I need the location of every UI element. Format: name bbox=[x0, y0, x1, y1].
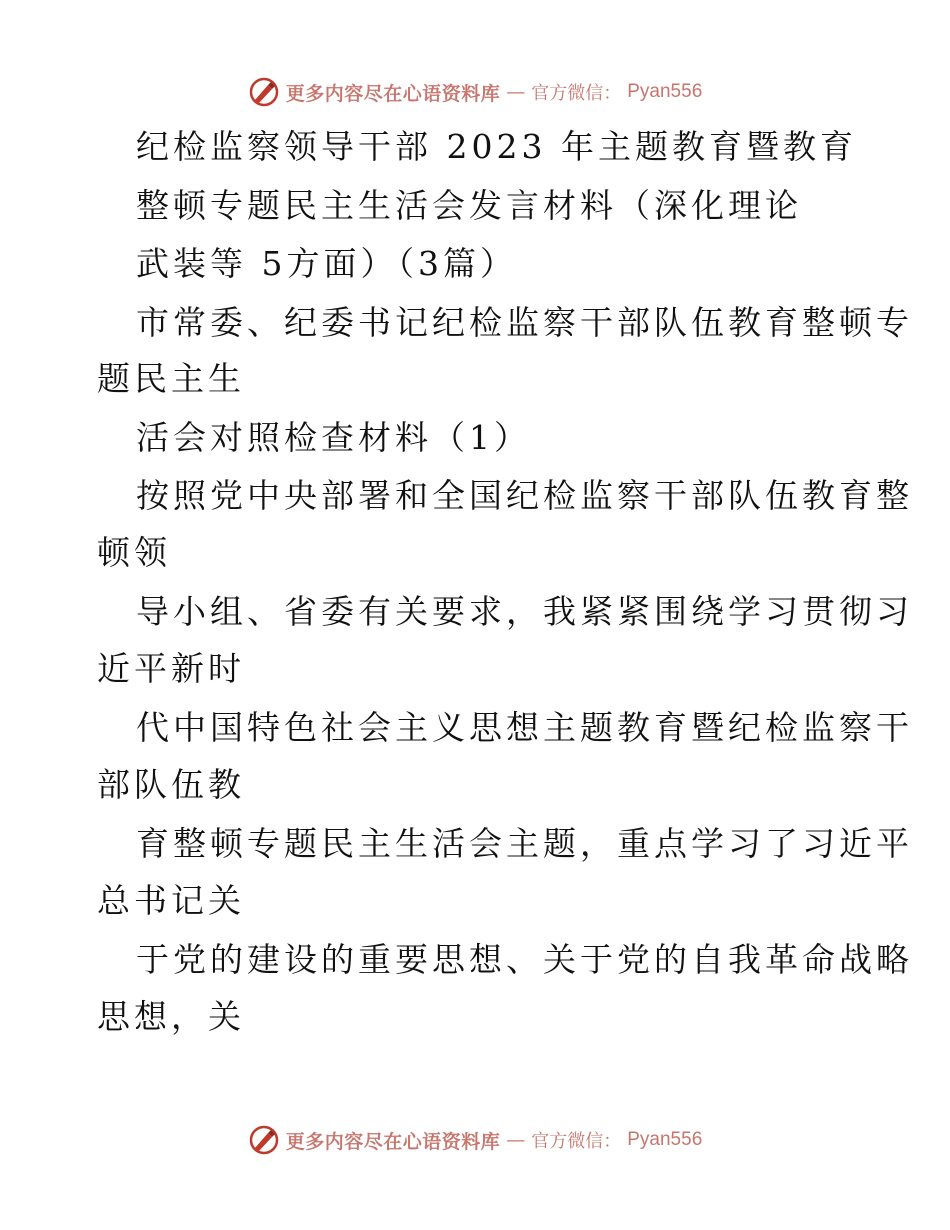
body-line: 导小组、省委有关要求，我紧紧围绕学习贯彻习 bbox=[136, 592, 913, 631]
body-line: 近平新时 bbox=[97, 649, 245, 688]
watermark-separator: — bbox=[506, 1129, 526, 1151]
body-line: 育整顿专题民主生活会主题，重点学习了习近平 bbox=[136, 824, 913, 863]
body-line: 总书记关 bbox=[97, 881, 245, 920]
title-line: 纪检监察领导干部 2023 年主题教育暨教育 bbox=[136, 127, 857, 166]
body-line: 顿领 bbox=[97, 533, 171, 572]
body-line: 代中国特色社会主义思想主题教育暨纪检监察干 bbox=[136, 708, 913, 747]
pen-logo-icon bbox=[248, 76, 280, 108]
footer-watermark bbox=[0, 1120, 950, 1160]
heading-line: 活会对照检查材料（1） bbox=[136, 418, 531, 457]
pen-logo-icon bbox=[248, 1124, 280, 1156]
watermark-wechat-id: Pyan556 bbox=[627, 81, 703, 102]
body-line: 部队伍教 bbox=[97, 765, 245, 804]
header-watermark bbox=[0, 72, 950, 112]
watermark-wechat-id: Pyan556 bbox=[627, 1129, 703, 1150]
body-line: 思想，关 bbox=[97, 997, 245, 1036]
body-line: 于党的建设的重要思想、关于党的自我革命战略 bbox=[136, 940, 913, 979]
title-line: 整顿专题民主生活会发言材料（深化理论 bbox=[136, 186, 802, 225]
watermark-text: 更多内容尽在心语资料库 bbox=[285, 82, 501, 105]
watermark-wechat-label: 官方微信： bbox=[531, 1131, 622, 1152]
heading-line: 题民主生 bbox=[97, 359, 245, 398]
watermark-separator: — bbox=[506, 81, 526, 103]
title-line: 武装等 5方面）（3篇） bbox=[136, 244, 517, 283]
body-line: 按照党中央部署和全国纪检监察干部队伍教育整 bbox=[136, 476, 913, 515]
watermark-wechat-label: 官方微信： bbox=[531, 83, 622, 104]
heading-line: 市常委、纪委书记纪检监察干部队伍教育整顿专 bbox=[136, 303, 913, 342]
watermark-text: 更多内容尽在心语资料库 bbox=[285, 1130, 501, 1153]
